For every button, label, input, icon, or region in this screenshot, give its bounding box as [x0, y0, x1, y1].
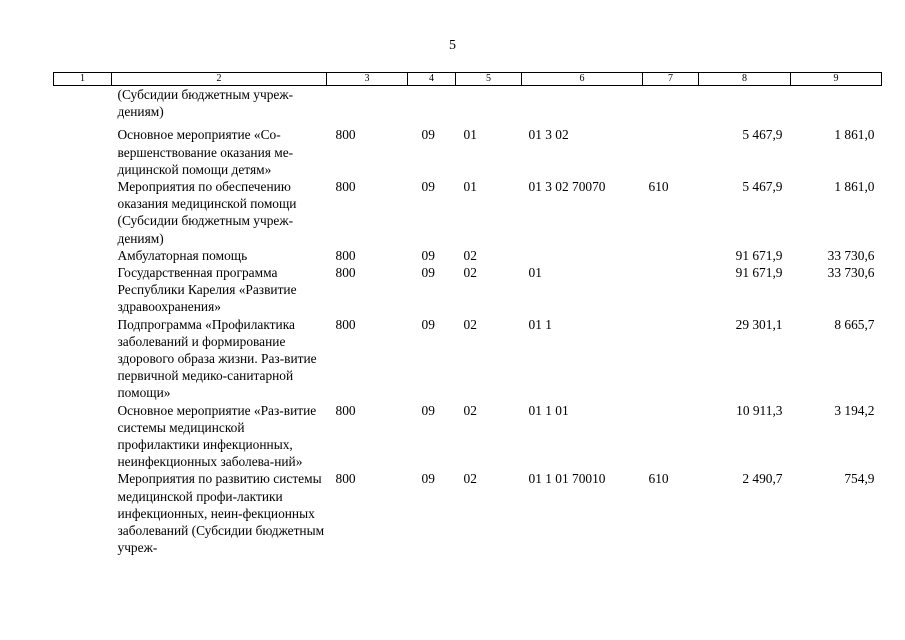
expense-type-code	[643, 316, 699, 402]
target-article-code: 01 1 01 70010	[528, 471, 606, 487]
table-row	[54, 402, 882, 471]
amount-total: 91 671,9	[735, 247, 783, 263]
subsection-code: 02	[463, 265, 477, 281]
column-header-3: 3	[327, 73, 408, 86]
column-header-5: 5	[456, 73, 522, 86]
row-number-cell	[54, 86, 112, 127]
amount-federal: 754,9	[844, 471, 875, 487]
row-number-cell	[54, 402, 112, 471]
target-article-code: 01	[528, 265, 542, 281]
table-row	[54, 178, 882, 247]
column-header-4: 4	[408, 73, 456, 86]
item-name: Мероприятия по развитию системы медицинской профи-лактики инфекционных, неин-фекционных заболеваний (Субсидии бюджетным учреж-	[117, 471, 325, 556]
target-article-code	[522, 247, 643, 264]
amount-federal: 33 730,6	[827, 265, 875, 281]
amount-total: 5 467,9	[742, 127, 783, 143]
ministry-code: 800	[335, 127, 356, 143]
section-code	[408, 86, 456, 127]
subsection-code: 01	[463, 179, 477, 195]
ministry-code: 800	[335, 265, 356, 281]
column-header-6: 6	[522, 73, 643, 86]
amount-federal: 8 665,7	[834, 316, 875, 332]
target-article-code: 01 1	[528, 316, 552, 332]
item-name: (Субсидии бюджетным учреж-дениям)	[117, 87, 294, 120]
expense-type-code	[643, 247, 699, 264]
amount-federal: 33 730,6	[827, 247, 875, 263]
row-number-cell	[54, 247, 112, 264]
table-row	[54, 247, 882, 264]
ministry-code: 800	[335, 247, 356, 263]
row-number-cell	[54, 316, 112, 402]
subsection-code: 02	[463, 402, 477, 418]
ministry-code: 800	[335, 471, 356, 487]
target-article-code: 01 1 01	[528, 402, 569, 418]
subsection-code: 01	[463, 127, 477, 143]
row-number-cell	[54, 264, 112, 316]
expense-type-code	[643, 126, 699, 178]
amount-total: 91 671,9	[735, 265, 783, 281]
table-row	[54, 86, 882, 127]
target-article-code: 01 3 02 70070	[528, 179, 606, 195]
subsection-code	[456, 86, 522, 127]
expense-type-code: 610	[648, 179, 669, 195]
item-name: Основное мероприятие «Со-вершенствование оказания ме-дицинской помощи детям»	[117, 127, 294, 177]
row-number-cell	[54, 178, 112, 247]
section-code: 09	[421, 316, 435, 332]
table-row	[54, 470, 882, 556]
table-row	[54, 264, 882, 316]
subsection-code: 02	[463, 471, 477, 487]
amount-total	[699, 86, 791, 127]
section-code: 09	[421, 402, 435, 418]
subsection-code: 02	[463, 247, 477, 263]
subsection-code: 02	[463, 316, 477, 332]
amount-total: 10 911,3	[736, 402, 783, 418]
section-code: 09	[421, 127, 435, 143]
target-article-code	[522, 86, 643, 127]
ministry-code: 800	[335, 316, 356, 332]
table-row	[54, 316, 882, 402]
item-name: Государственная программа Республики Карелия «Развитие здравоохранения»	[117, 265, 297, 315]
row-number-cell	[54, 470, 112, 556]
column-header-2: 2	[112, 73, 327, 86]
section-code: 09	[421, 471, 435, 487]
row-number-cell	[54, 126, 112, 178]
ministry-code: 800	[335, 402, 356, 418]
column-header-9: 9	[791, 73, 882, 86]
amount-total: 2 490,7	[742, 471, 783, 487]
amount-federal	[791, 86, 882, 127]
expense-type-code	[643, 264, 699, 316]
column-header-8: 8	[699, 73, 791, 86]
section-code: 09	[421, 247, 435, 263]
column-number-row	[54, 73, 882, 86]
table-row	[54, 126, 882, 178]
column-header-7: 7	[643, 73, 699, 86]
expense-type-code	[643, 86, 699, 127]
expense-type-code: 610	[648, 471, 669, 487]
amount-total: 5 467,9	[742, 179, 783, 195]
item-name: Основное мероприятие «Раз-витие системы медицинской профилактики инфекционных, неинфекционных заболева-ний»	[117, 402, 317, 470]
budget-table	[53, 72, 882, 556]
page-number: 5	[449, 38, 456, 53]
item-name: Мероприятия по обеспечению оказания медицинской помощи (Субсидии бюджетным учреж-дениям)	[117, 179, 297, 246]
ministry-code: 800	[335, 179, 356, 195]
amount-federal: 3 194,2	[834, 402, 875, 418]
item-name: Амбулаторная помощь	[117, 247, 248, 263]
section-code: 09	[421, 265, 435, 281]
amount-federal: 1 861,0	[834, 127, 875, 143]
expense-type-code	[643, 402, 699, 471]
column-header-1: 1	[54, 73, 112, 86]
section-code: 09	[421, 179, 435, 195]
amount-total: 29 301,1	[735, 316, 783, 332]
target-article-code: 01 3 02	[528, 127, 569, 143]
amount-federal: 1 861,0	[834, 179, 875, 195]
item-name: Подпрограмма «Профилактика заболеваний и формирование здорового образа жизни. Раз-витие первичной медико-санитарной помощи»	[117, 316, 317, 401]
ministry-code	[327, 86, 408, 127]
